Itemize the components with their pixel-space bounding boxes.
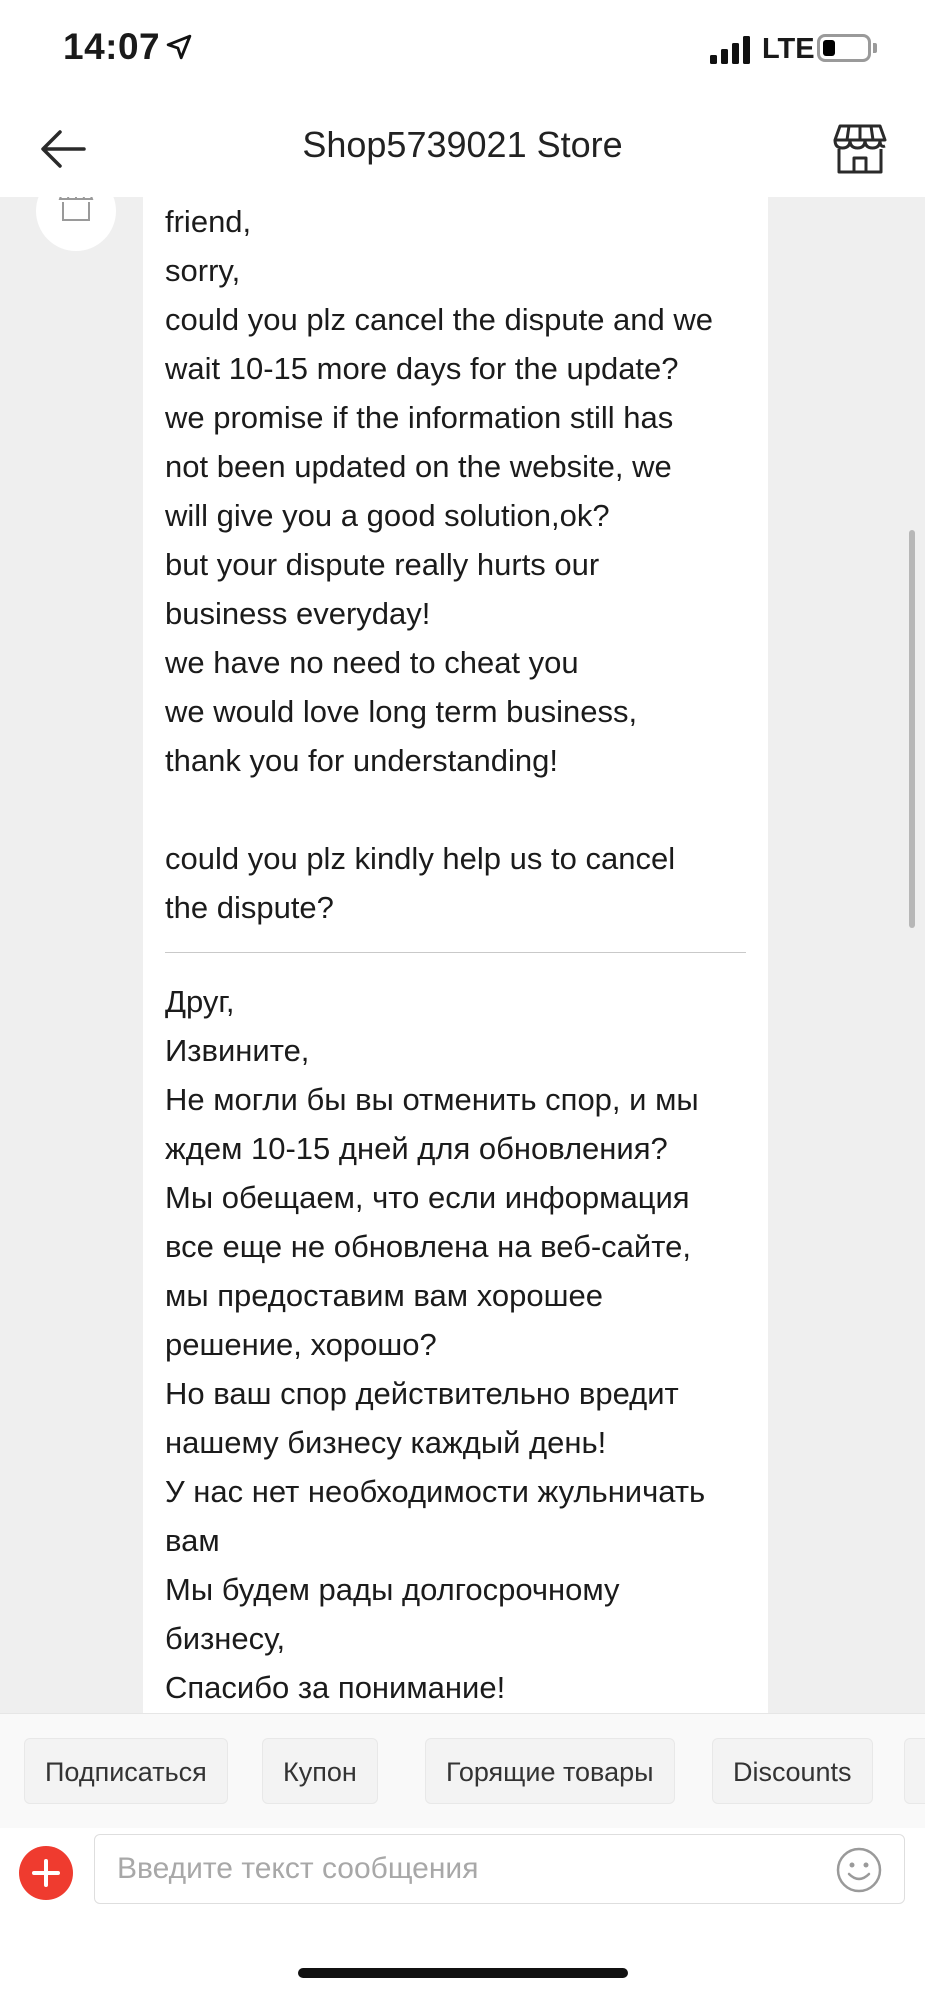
battery-icon xyxy=(817,34,871,62)
home-indicator xyxy=(298,1968,628,1978)
message-line: not been updated on the website, we xyxy=(165,449,672,484)
message-line: thank you for understanding! xyxy=(165,743,558,778)
message-line: sorry, xyxy=(165,253,241,288)
storefront-icon xyxy=(58,197,94,223)
message-input[interactable] xyxy=(94,1834,905,1904)
message-line: business everyday! xyxy=(165,596,431,631)
message-line: Но ваш спор действительно вредит xyxy=(165,1376,679,1411)
location-arrow-icon xyxy=(166,34,192,60)
translation-divider xyxy=(165,952,746,953)
chat-area[interactable] xyxy=(0,197,925,1713)
message-line: Извините, xyxy=(165,1033,310,1068)
cellular-signal-icon xyxy=(710,36,754,64)
message-line: Спасибо за понимание! xyxy=(165,1670,506,1705)
message-line: could you plz kindly help us to cancel xyxy=(165,841,676,876)
message-line: we would love long term business, xyxy=(165,694,638,729)
quick-replies-bar xyxy=(0,1713,925,1829)
input-bar xyxy=(0,1828,925,1922)
message-line: friend, xyxy=(165,204,252,239)
quick-reply-coupon[interactable]: Купон xyxy=(262,1738,378,1804)
message-line: Мы обещаем, что если информация xyxy=(165,1180,690,1215)
quick-reply-subscribe[interactable]: Подписаться xyxy=(24,1738,228,1804)
message-line: will give you a good solution,ok? xyxy=(165,498,610,533)
message-line xyxy=(165,785,746,834)
message-line: бизнесу, xyxy=(165,1621,286,1656)
message-line: wait 10-15 more days for the update? xyxy=(165,351,679,386)
network-type: LTE xyxy=(762,33,815,65)
message-translation xyxy=(165,977,746,1712)
message-line: but your dispute really hurts our xyxy=(165,547,600,582)
message-line: Друг, xyxy=(165,984,235,1019)
message-line: Не могли бы вы отменить спор, и мы xyxy=(165,1082,699,1117)
smiley-icon[interactable] xyxy=(835,1846,883,1894)
message-line: we have no need to cheat you xyxy=(165,645,579,680)
page-title: Shop5739021 Store xyxy=(302,124,623,165)
battery-level xyxy=(823,40,835,56)
quick-reply-next-chip[interactable] xyxy=(904,1738,925,1804)
message-line: нашему бизнесу каждый день! xyxy=(165,1425,607,1460)
quick-reply-discounts[interactable]: Discounts xyxy=(712,1738,873,1804)
add-attachment-button[interactable] xyxy=(19,1846,73,1900)
message-line: could you plz cancel the dispute and we xyxy=(165,302,714,337)
message-line: ждем 10-15 дней для обновления? xyxy=(165,1131,668,1166)
plus-icon xyxy=(30,1857,62,1889)
storefront-icon[interactable] xyxy=(832,122,888,176)
message-line: решение, хорошо? xyxy=(165,1327,437,1362)
message-line: вам xyxy=(165,1523,220,1558)
message-line: все еще не обновлена на веб-сайте, xyxy=(165,1229,691,1264)
quick-reply-hot-deals[interactable]: Горящие товары xyxy=(425,1738,675,1804)
message-line: мы предоставим вам хорошее xyxy=(165,1278,603,1313)
battery-cap xyxy=(873,43,877,53)
nav-bar xyxy=(0,100,925,198)
message-line: we promise if the information still has xyxy=(165,400,674,435)
seller-avatar[interactable] xyxy=(36,197,116,251)
message-original xyxy=(165,197,746,932)
scrollbar[interactable] xyxy=(909,530,915,928)
message-line: Мы будем рады долгосрочному xyxy=(165,1572,620,1607)
status-bar xyxy=(0,0,925,100)
status-time: 14:07 xyxy=(63,26,161,67)
message-line: the dispute? xyxy=(165,890,334,925)
message-line: У нас нет необходимости жульничать xyxy=(165,1474,706,1509)
message-bubble[interactable] xyxy=(143,197,768,1713)
